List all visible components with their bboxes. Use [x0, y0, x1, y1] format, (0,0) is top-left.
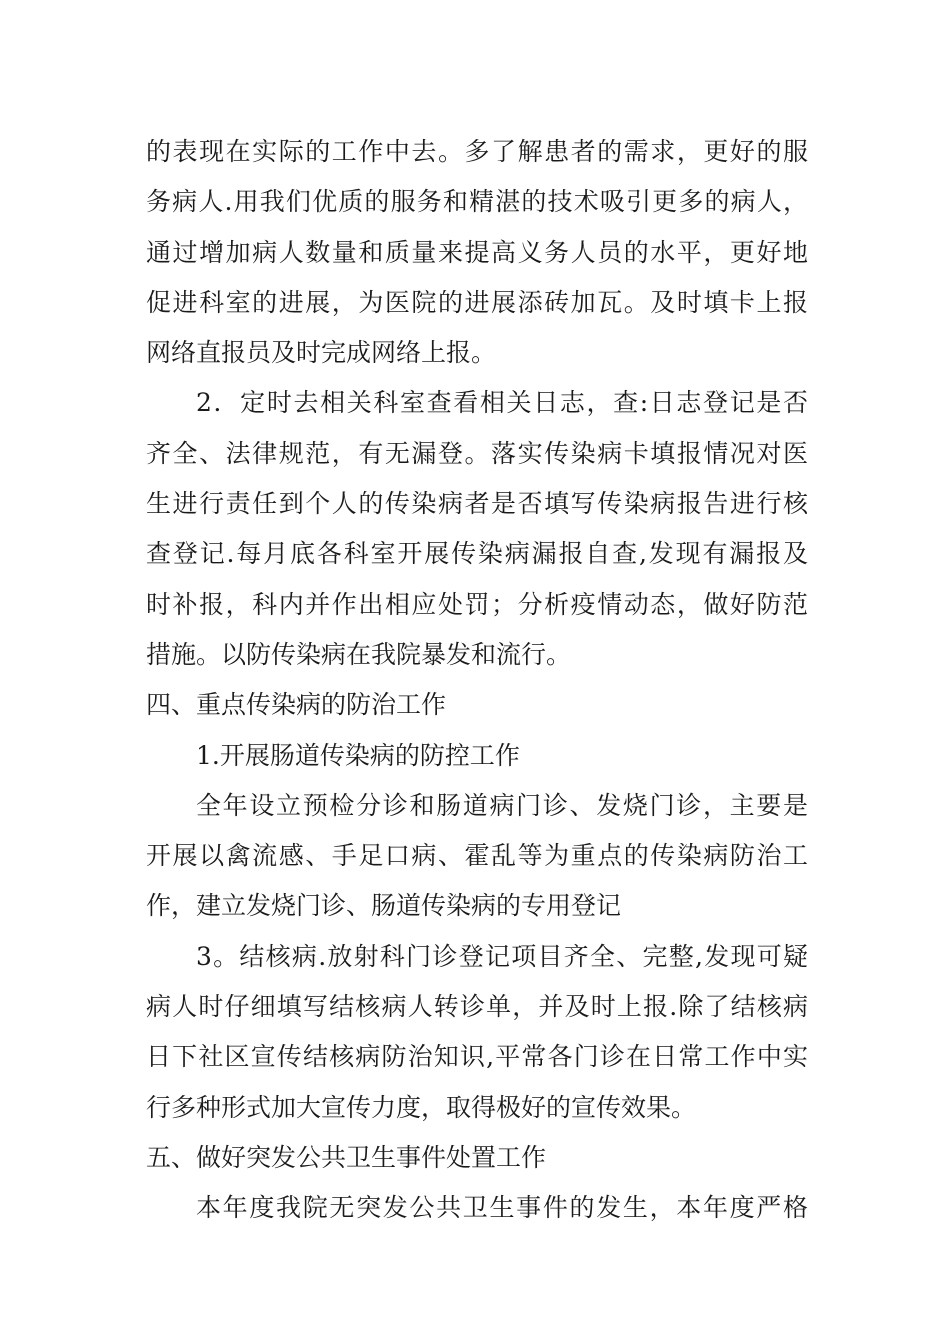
text-line: 时补报，科内并作出相应处罚；分析疫情动态，做好防范	[146, 589, 808, 619]
text-line: 开展以禽流感、手足口病、霍乱等为重点的传染病防治工	[146, 841, 808, 871]
document-body	[146, 127, 808, 1234]
text-line: 作，建立发烧门诊、肠道传染病的专用登记	[146, 891, 622, 921]
text-line: 的表现在实际的工作中去。多了解患者的需求，更好的服	[146, 137, 808, 166]
text-line: 全年设立预检分诊和肠道病门诊、发烧门诊，主要是	[196, 790, 808, 820]
text-line: 措施。以防传染病在我院暴发和流行。	[146, 639, 572, 669]
text-line: 查登记.每月底各科室开展传染病漏报自查,发现有漏报及	[146, 539, 808, 569]
text-line: 3。结核病.放射科门诊登记项目齐全、完整,发现可疑	[196, 941, 808, 971]
text-line: 行多种形式加大宣传力度，取得极好的宣传效果。	[146, 1092, 697, 1122]
text-line: 务病人.用我们优质的服务和精湛的技术吸引更多的病人，	[146, 187, 808, 217]
text-line: 通过增加病人数量和质量来提高义务人员的水平，更好地	[146, 237, 808, 267]
text-line: 网络直报员及时完成网络上报。	[146, 338, 497, 368]
subsection-heading: 1.开展肠道传染病的防控工作	[196, 740, 520, 770]
text-line: 2．定时去相关科室查看相关日志，查:日志登记是否	[196, 388, 808, 418]
section-heading: 五、做好突发公共卫生事件处置工作	[146, 1142, 547, 1172]
text-line: 生进行责任到个人的传染病者是否填写传染病报告进行核	[146, 489, 808, 519]
section-heading: 四、重点传染病的防治工作	[146, 690, 447, 720]
text-line: 病人时仔细填写结核病人转诊单，并及时上报.除了结核病	[146, 992, 808, 1022]
text-line: 日下社区宣传结核病防治知识,平常各门诊在日常工作中实	[146, 1042, 808, 1072]
text-line: 本年度我院无突发公共卫生事件的发生，本年度严格	[196, 1193, 808, 1223]
text-line: 促进科室的进展，为医院的进展添砖加瓦。及时填卡上报	[146, 287, 808, 317]
text-line: 齐全、法律规范，有无漏登。落实传染病卡填报情况对医	[146, 438, 808, 468]
